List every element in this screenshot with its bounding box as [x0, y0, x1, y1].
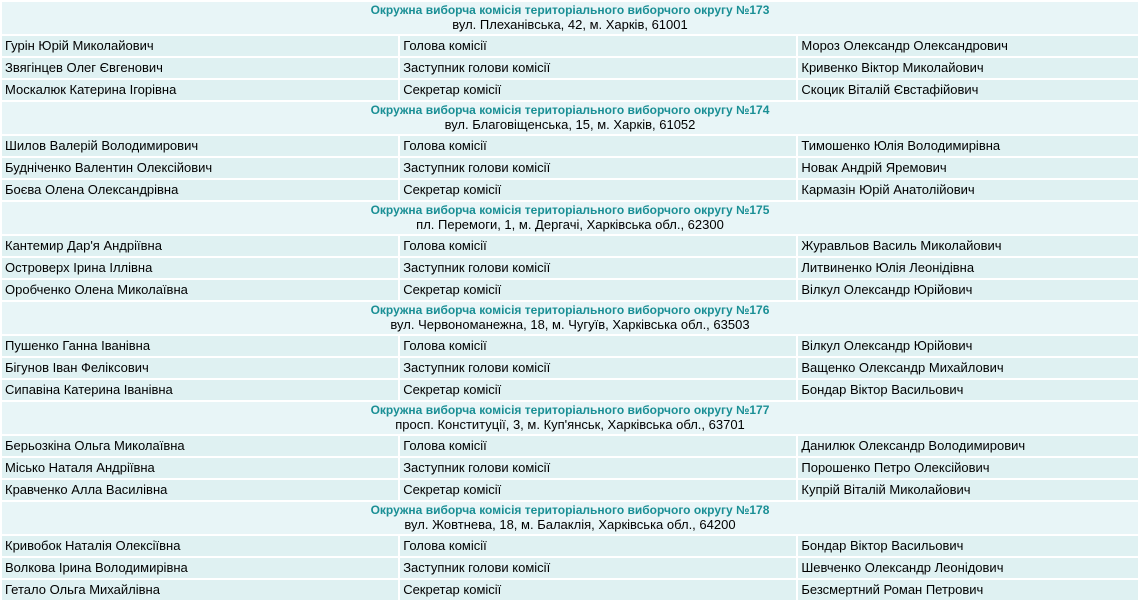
member-name: Сипавіна Катерина Іванівна — [2, 380, 398, 400]
table-row — [2, 358, 1138, 378]
district-header-row — [2, 402, 1138, 434]
nominator-name: Мороз Олександр Олександрович — [798, 36, 1138, 56]
member-role: Голова комісії — [400, 336, 796, 356]
member-role: Секретар комісії — [400, 80, 796, 100]
nominator-name: Безсмертний Роман Петрович — [798, 580, 1138, 600]
member-name: Кривобок Наталія Олексіївна — [2, 536, 398, 556]
table-row — [2, 580, 1138, 600]
nominator-name: Скоцик Віталій Євстафійович — [798, 80, 1138, 100]
member-name: Гетало Ольга Михайлівна — [2, 580, 398, 600]
nominator-name: Кармазін Юрій Анатолійович — [798, 180, 1138, 200]
table-row — [2, 136, 1138, 156]
member-role: Заступник голови комісії — [400, 558, 796, 578]
table-row — [2, 380, 1138, 400]
district-title: Окружна виборча комісія територіального виборчого округу №178 — [370, 503, 770, 517]
district-header-row — [2, 102, 1138, 134]
table-row — [2, 336, 1138, 356]
district-address: просп. Конституції, 3, м. Куп'янськ, Харківська обл., 63701 — [395, 417, 745, 432]
table-row — [2, 80, 1138, 100]
member-name: Островерх Ірина Іллівна — [2, 258, 398, 278]
district-address: вул. Жовтнева, 18, м. Балаклія, Харківська обл., 64200 — [404, 517, 736, 532]
nominator-name: Купрій Віталій Миколайович — [798, 480, 1138, 500]
district-header-row — [2, 502, 1138, 534]
district-title: Окружна виборча комісія територіального виборчого округу №175 — [370, 203, 770, 217]
district-title: Окружна виборча комісія територіального виборчого округу №177 — [370, 403, 770, 417]
table-row — [2, 180, 1138, 200]
member-name: Берьозкіна Ольга Миколаївна — [2, 436, 398, 456]
district-header-row — [2, 302, 1138, 334]
table-row — [2, 536, 1138, 556]
district-header — [2, 2, 1138, 34]
member-name: Будніченко Валентин Олексійович — [2, 158, 398, 178]
member-name: Боєва Олена Олександрівна — [2, 180, 398, 200]
nominator-name: Тимошенко Юлія Володимирівна — [798, 136, 1138, 156]
commissions-table-body — [2, 2, 1138, 600]
table-row — [2, 280, 1138, 300]
member-name: Звягінцев Олег Євгенович — [2, 58, 398, 78]
nominator-name: Бондар Віктор Васильович — [798, 536, 1138, 556]
member-name: Пушенко Ганна Іванівна — [2, 336, 398, 356]
table-row — [2, 236, 1138, 256]
nominator-name: Ващенко Олександр Михайлович — [798, 358, 1138, 378]
district-title: Окружна виборча комісія територіального виборчого округу №174 — [370, 103, 770, 117]
table-row — [2, 258, 1138, 278]
nominator-name: Вілкул Олександр Юрійович — [798, 280, 1138, 300]
member-role: Голова комісії — [400, 536, 796, 556]
member-role: Голова комісії — [400, 36, 796, 56]
table-row — [2, 458, 1138, 478]
nominator-name: Бондар Віктор Васильович — [798, 380, 1138, 400]
member-role: Голова комісії — [400, 436, 796, 456]
nominator-name: Данилюк Олександр Володимирович — [798, 436, 1138, 456]
nominator-name: Кривенко Віктор Миколайович — [798, 58, 1138, 78]
member-name: Кравченко Алла Василівна — [2, 480, 398, 500]
member-name: Гурін Юрій Миколайович — [2, 36, 398, 56]
district-address: вул. Плеханівська, 42, м. Харків, 61001 — [452, 17, 688, 32]
district-header-row — [2, 2, 1138, 34]
district-header — [2, 502, 1138, 534]
table-row — [2, 158, 1138, 178]
member-role: Заступник голови комісії — [400, 358, 796, 378]
member-role: Заступник голови комісії — [400, 458, 796, 478]
member-name: Кантемир Дар'я Андріївна — [2, 236, 398, 256]
member-name: Місько Наталя Андріївна — [2, 458, 398, 478]
table-row — [2, 436, 1138, 456]
member-role: Секретар комісії — [400, 480, 796, 500]
member-name: Волкова Ірина Володимирівна — [2, 558, 398, 578]
member-role: Секретар комісії — [400, 380, 796, 400]
table-row — [2, 58, 1138, 78]
nominator-name: Шевченко Олександр Леонідович — [798, 558, 1138, 578]
nominator-name: Новак Андрій Яремович — [798, 158, 1138, 178]
member-name: Шилов Валерій Володимирович — [2, 136, 398, 156]
member-name: Москалюк Катерина Ігорівна — [2, 80, 398, 100]
district-address: пл. Перемоги, 1, м. Дергачі, Харківська обл., 62300 — [416, 217, 724, 232]
district-address: вул. Червономанежна, 18, м. Чугуїв, Харківська обл., 63503 — [390, 317, 750, 332]
member-role: Заступник голови комісії — [400, 58, 796, 78]
district-header — [2, 102, 1138, 134]
member-role: Секретар комісії — [400, 580, 796, 600]
nominator-name: Порошенко Петро Олексійович — [798, 458, 1138, 478]
district-header — [2, 402, 1138, 434]
district-address: вул. Благовіщенська, 15, м. Харків, 61052 — [444, 117, 696, 132]
member-role: Секретар комісії — [400, 280, 796, 300]
nominator-name: Вілкул Олександр Юрійович — [798, 336, 1138, 356]
member-name: Оробченко Олена Миколаївна — [2, 280, 398, 300]
member-role: Голова комісії — [400, 236, 796, 256]
district-header-row — [2, 202, 1138, 234]
district-title: Окружна виборча комісія територіального виборчого округу №173 — [370, 3, 770, 17]
member-role: Заступник голови комісії — [400, 158, 796, 178]
district-title: Окружна виборча комісія територіального виборчого округу №176 — [370, 303, 770, 317]
nominator-name: Литвиненко Юлія Леонідівна — [798, 258, 1138, 278]
district-header — [2, 302, 1138, 334]
district-header — [2, 202, 1138, 234]
table-row — [2, 558, 1138, 578]
member-role: Заступник голови комісії — [400, 258, 796, 278]
nominator-name: Журавльов Василь Миколайович — [798, 236, 1138, 256]
member-role: Голова комісії — [400, 136, 796, 156]
table-row — [2, 480, 1138, 500]
member-role: Секретар комісії — [400, 180, 796, 200]
member-name: Бігунов Іван Феліксович — [2, 358, 398, 378]
table-row — [2, 36, 1138, 56]
